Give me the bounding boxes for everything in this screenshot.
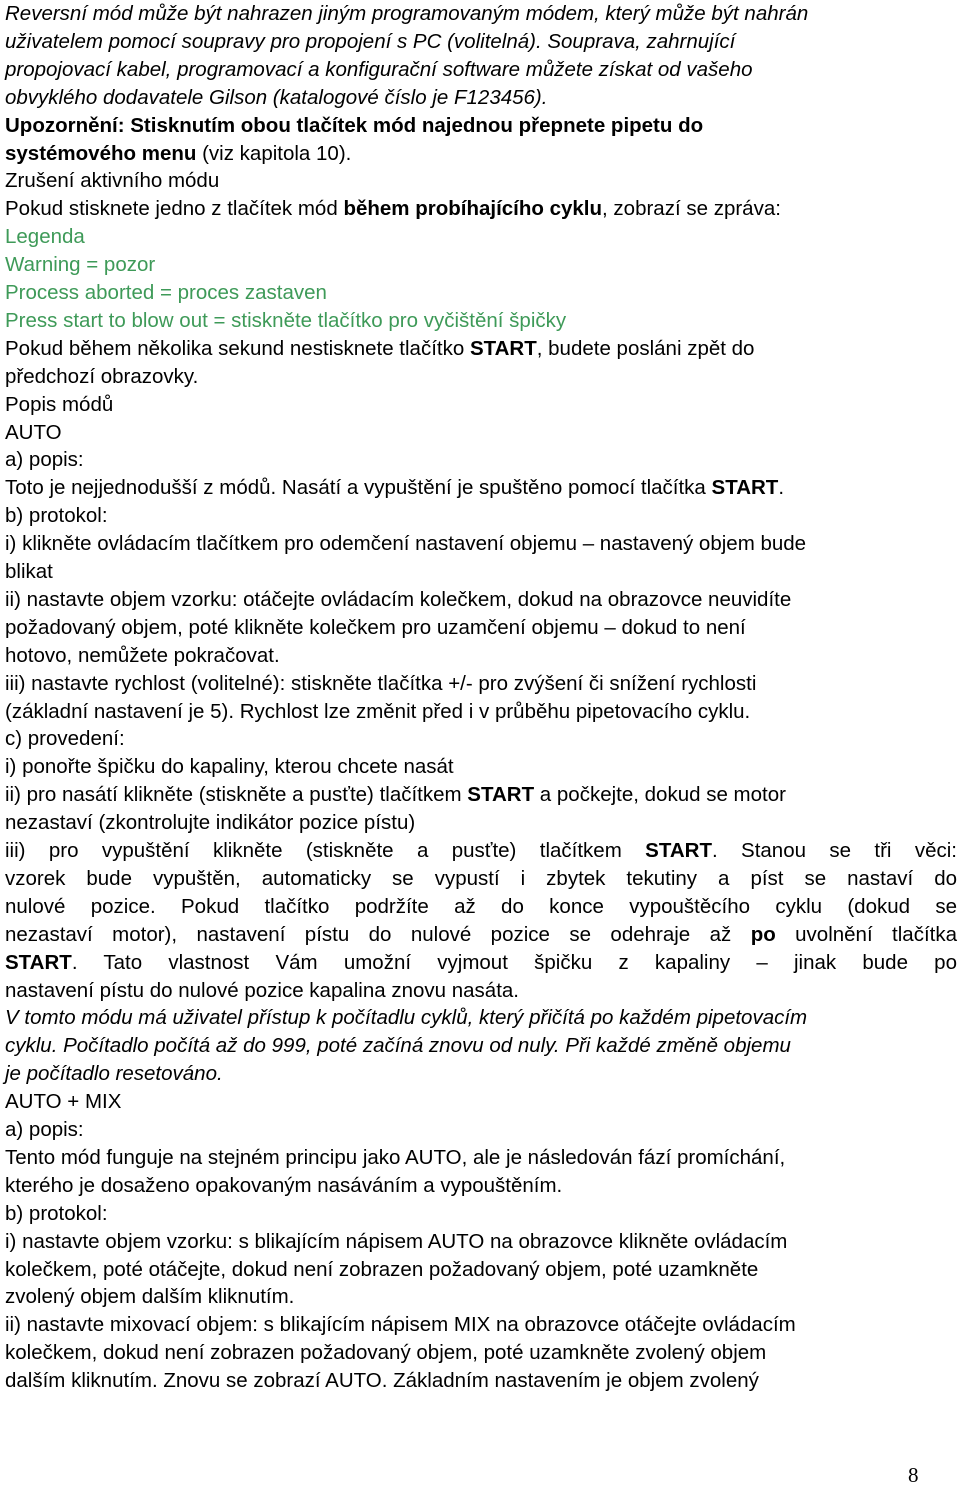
bold-text-segment: během probíhajícího cyklu xyxy=(343,197,603,221)
text-segment: . Tato vlastnost Vám umožní vyjmout špičku z kapaliny – jinak bude po xyxy=(71,950,957,974)
text-line xyxy=(5,978,957,1004)
text-line xyxy=(5,336,957,362)
text-line xyxy=(5,392,957,418)
bold-text-segment: START xyxy=(711,476,779,500)
text-segment: Zrušení aktivního módu xyxy=(5,169,220,193)
text-segment: iii) nastavte rychlost (volitelné): stiskněte tlačítka +/- pro zvýšení či snížení rychlosti xyxy=(5,671,757,695)
text-segment: Popis módů xyxy=(5,392,114,416)
text-segment: nulové pozice. Pokud tlačítko podržíte až do konce vypouštěcího cyklu (dokud se xyxy=(5,894,957,918)
text-line xyxy=(5,1,957,27)
text-segment: kolečkem, poté otáčejte, dokud není zobrazen požadovaný objem, poté uzamkněte xyxy=(5,1257,759,1281)
text-segment: c) provedení: xyxy=(5,727,125,751)
text-line xyxy=(5,922,957,948)
text-line xyxy=(5,1257,957,1283)
text-segment: kolečkem, dokud není zobrazen požadovaný objem, poté uzamkněte zvolený objem xyxy=(5,1341,767,1365)
text-segment: nastavení pístu do nulové pozice kapalina znovu nasáta. xyxy=(5,978,519,1002)
bold-text-segment: systémového menu xyxy=(5,141,197,165)
text-segment: předchozí obrazovky. xyxy=(5,364,199,388)
text-segment: , budete posláni zpět do xyxy=(536,336,755,360)
text-segment: dalším kliknutím. Znovu se zobrazí AUTO. Základním nastavením je objem zvolený xyxy=(5,1369,759,1393)
bold-text-segment: Upozornění: Stisknutím obou tlačítek mód najednou přepnete pipetu do xyxy=(5,113,704,137)
text-line xyxy=(5,503,957,529)
text-segment: ii) pro nasátí klikněte (stiskněte a pusťte) tlačítkem xyxy=(5,783,468,807)
text-segment: iii) pro vypuštění klikněte (stiskněte a pusťte) tlačítkem xyxy=(5,839,646,862)
text-segment: ii) nastavte objem vzorku: otáčejte ovládacím kolečkem, dokud na obrazovce neuvidíte xyxy=(5,587,792,611)
text-line xyxy=(5,168,957,194)
text-segment: V tomto módu má uživatel přístup k počítadlu cyklů, který přičítá po každém pipetovacím xyxy=(5,1006,808,1030)
text-segment: vzorek bude vypuštěn, automaticky se vypustí i zbytek tekutiny a píst se nastaví do xyxy=(5,866,957,890)
text-line xyxy=(5,671,957,697)
text-line xyxy=(5,643,957,669)
text-segment: požadovaný objem, poté klikněte kolečkem pro uzamčení objemu – dokud to není xyxy=(5,615,746,639)
text-line xyxy=(5,1061,957,1087)
page-number: 8 xyxy=(908,1463,919,1487)
text-line xyxy=(5,838,957,864)
text-line xyxy=(5,1033,957,1059)
text-segment: b) protokol: xyxy=(5,1201,108,1225)
text-line xyxy=(5,866,957,892)
text-line xyxy=(5,810,957,836)
bold-text-segment: START xyxy=(467,783,535,807)
text-line xyxy=(5,420,957,446)
text-line xyxy=(5,1089,957,1115)
text-line xyxy=(5,224,957,250)
text-segment: (základní nastavení je 5). Rychlost lze změnit před i v průběhu pipetovacího cyklu. xyxy=(5,699,751,723)
text-line xyxy=(5,57,957,83)
text-segment: a) popis: xyxy=(5,448,84,472)
text-segment: i) klikněte ovládacím tlačítkem pro odemčení nastavení objemu – nastavený objem bude xyxy=(5,532,807,556)
text-line xyxy=(5,280,957,306)
text-line xyxy=(5,252,957,278)
bold-text-segment: START xyxy=(645,839,712,862)
text-segment: uvolnění tlačítka xyxy=(775,922,958,946)
bold-text-segment: po xyxy=(750,922,776,946)
text-line xyxy=(5,950,957,976)
text-segment: AUTO xyxy=(5,420,62,444)
text-segment: Tento mód funguje na stejném principu jako AUTO, ale je následován fází promíchání, xyxy=(5,1145,786,1169)
text-segment: Process aborted = proces zastaven xyxy=(5,281,327,304)
text-line xyxy=(5,364,957,390)
text-line xyxy=(5,29,957,55)
text-segment: uživatelem pomocí soupravy pro propojení s PC (volitelná). Souprava, zahrnující xyxy=(5,29,736,53)
text-segment: Reversní mód může být nahrazen jiným programovaným módem, který může být nahrán xyxy=(5,2,809,25)
text-line xyxy=(5,559,957,585)
text-segment: , zobrazí se zpráva: xyxy=(602,197,781,221)
text-segment: a počkejte, dokud se motor xyxy=(534,783,786,807)
text-line xyxy=(5,1173,957,1199)
text-line xyxy=(5,308,957,334)
bold-text-segment: START xyxy=(5,950,72,974)
text-line xyxy=(5,699,957,725)
text-segment: . Stanou se tři věci: xyxy=(711,839,957,862)
text-segment: b) protokol: xyxy=(5,504,108,528)
text-line xyxy=(5,1145,957,1171)
text-line xyxy=(5,1229,957,1255)
text-segment: kterého je dosaženo opakovaným nasáváním a vypouštěním. xyxy=(5,1173,563,1197)
text-line xyxy=(5,475,957,501)
text-segment: Toto je nejjednodušší z módů. Nasátí a vypuštění je spuštěno pomocí tlačítka xyxy=(5,476,712,500)
text-line xyxy=(5,196,957,222)
text-line xyxy=(5,1005,957,1031)
text-segment: ii) nastavte mixovací objem: s blikajícím nápisem MIX na obrazovce otáčejte ovládacím xyxy=(5,1313,796,1337)
text-segment: . xyxy=(778,476,785,500)
text-line xyxy=(5,447,957,473)
text-segment: (viz kapitola 10). xyxy=(196,141,352,165)
text-segment: obvyklého dodavatele Gilson (katalogové číslo je F123456). xyxy=(5,85,548,109)
text-line xyxy=(5,615,957,641)
text-line xyxy=(5,587,957,613)
text-segment: nezastaví motor), nastavení pístu do nulové pozice se odehraje až xyxy=(5,922,751,946)
text-segment: a) popis: xyxy=(5,1118,84,1141)
text-line xyxy=(5,1340,957,1366)
text-line xyxy=(5,726,957,752)
text-segment: Press start to blow out = stiskněte tlačítko pro vyčištění špičky xyxy=(5,308,567,332)
text-segment: propojovací kabel, programovací a konfigurační software můžete získat od vašeho xyxy=(5,57,753,81)
text-line xyxy=(5,1117,957,1143)
text-segment: AUTO + MIX xyxy=(5,1090,122,1114)
text-segment: je počítadlo resetováno. xyxy=(5,1062,223,1086)
text-segment: i) ponořte špičku do kapaliny, kterou chcete nasát xyxy=(5,755,454,779)
text-line xyxy=(5,141,957,167)
text-line xyxy=(5,531,957,557)
text-line xyxy=(5,1368,957,1394)
text-line xyxy=(5,1201,957,1227)
text-segment: blikat xyxy=(5,560,53,583)
text-line xyxy=(5,1312,957,1338)
text-line xyxy=(5,113,957,139)
text-segment: i) nastavte objem vzorku: s blikajícím nápisem AUTO na obrazovce klikněte ovládacím xyxy=(5,1229,788,1253)
bold-text-segment: START xyxy=(469,336,537,360)
text-segment: cyklu. Počítadlo počítá až do 999, poté začíná znovu od nuly. Při každé změně objemu xyxy=(5,1034,791,1058)
text-segment: Pokud stisknete jedno z tlačítek mód xyxy=(5,197,344,221)
text-segment: hotovo, nemůžete pokračovat. xyxy=(5,643,280,667)
text-segment: Warning = pozor xyxy=(5,253,156,277)
text-segment: Legenda xyxy=(5,225,85,249)
text-line xyxy=(5,754,957,780)
text-line xyxy=(5,1284,957,1310)
text-segment: Pokud během několika sekund nestisknete tlačítko xyxy=(5,336,470,360)
text-segment: zvolený objem dalším kliknutím. xyxy=(5,1285,295,1309)
text-line xyxy=(5,894,957,920)
text-line xyxy=(5,782,957,808)
text-segment: nezastaví (zkontrolujte indikátor pozice pístu) xyxy=(5,811,416,835)
text-line xyxy=(5,85,957,111)
